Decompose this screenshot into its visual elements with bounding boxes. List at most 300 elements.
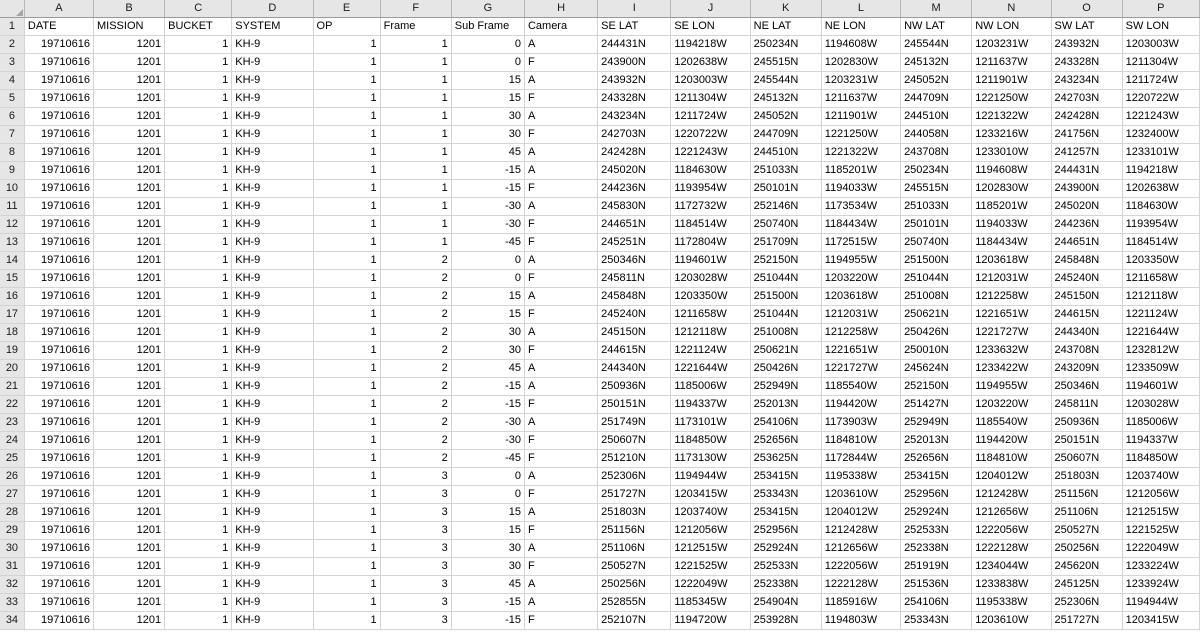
cell[interactable]: 244431N <box>1051 161 1122 179</box>
cell[interactable]: 1 <box>313 539 380 557</box>
cell[interactable]: -15 <box>451 161 524 179</box>
cell[interactable]: 1201 <box>94 305 165 323</box>
cell[interactable]: 3 <box>380 575 451 593</box>
cell[interactable]: 2 <box>380 269 451 287</box>
cell[interactable]: KH-9 <box>232 251 313 269</box>
cell[interactable]: 1 <box>165 251 232 269</box>
cell[interactable]: 245240N <box>598 305 671 323</box>
cell[interactable]: 1184850W <box>1122 449 1199 467</box>
cell[interactable]: A <box>524 197 597 215</box>
cell[interactable]: 1221644W <box>671 359 750 377</box>
cell[interactable]: F <box>524 395 597 413</box>
cell[interactable]: 244615N <box>1051 305 1122 323</box>
cell[interactable]: 1221322W <box>972 107 1051 125</box>
cell[interactable]: 1 <box>165 107 232 125</box>
cell[interactable]: KH-9 <box>232 611 313 629</box>
cell[interactable]: 1201 <box>94 449 165 467</box>
cell[interactable]: 252949N <box>750 377 821 395</box>
cell[interactable]: 1203610W <box>821 485 900 503</box>
table-row[interactable] <box>0 341 1200 359</box>
cell[interactable]: 0 <box>451 35 524 53</box>
cell[interactable]: KH-9 <box>232 359 313 377</box>
row-header-33[interactable]: 33 <box>0 593 24 611</box>
cell[interactable]: 1203618W <box>972 251 1051 269</box>
cell[interactable]: 1221727W <box>972 323 1051 341</box>
cell[interactable]: 245544N <box>750 71 821 89</box>
cell[interactable]: 1 <box>380 71 451 89</box>
cell[interactable]: 1203231W <box>821 71 900 89</box>
row-header-22[interactable]: 22 <box>0 395 24 413</box>
cell[interactable]: 3 <box>380 557 451 575</box>
cell[interactable]: 245811N <box>1051 395 1122 413</box>
header-cell[interactable]: SYSTEM <box>232 17 313 35</box>
cell[interactable]: 19710616 <box>24 341 93 359</box>
cell[interactable]: 1211304W <box>671 89 750 107</box>
column-header-h[interactable]: H <box>524 0 597 17</box>
column-header-a[interactable]: A <box>24 0 93 17</box>
column-header-j[interactable]: J <box>671 0 750 17</box>
row-header-10[interactable]: 10 <box>0 179 24 197</box>
cell[interactable]: 251156N <box>598 521 671 539</box>
cell[interactable]: 1 <box>313 107 380 125</box>
cell[interactable]: 1202830W <box>972 179 1051 197</box>
cell[interactable]: 1 <box>165 503 232 521</box>
cell[interactable]: 1222128W <box>821 575 900 593</box>
header-cell[interactable]: OP <box>313 17 380 35</box>
cell[interactable]: 1185006W <box>671 377 750 395</box>
cell[interactable]: 244340N <box>598 359 671 377</box>
cell[interactable]: 243900N <box>1051 179 1122 197</box>
cell[interactable]: 1 <box>380 233 451 251</box>
cell[interactable]: 1185006W <box>1122 413 1199 431</box>
cell[interactable]: 1212031W <box>972 269 1051 287</box>
cell[interactable]: 1 <box>313 179 380 197</box>
row-header-3[interactable]: 3 <box>0 53 24 71</box>
cell[interactable]: 242428N <box>598 143 671 161</box>
cell[interactable]: 1194720W <box>671 611 750 629</box>
cell[interactable]: 19710616 <box>24 485 93 503</box>
cell[interactable]: 1203003W <box>671 71 750 89</box>
cell[interactable]: 253343N <box>901 611 972 629</box>
cell[interactable]: 2 <box>380 431 451 449</box>
cell[interactable]: 1 <box>380 89 451 107</box>
cell[interactable]: 30 <box>451 557 524 575</box>
cell[interactable]: 241756N <box>1051 125 1122 143</box>
cell[interactable]: KH-9 <box>232 107 313 125</box>
cell[interactable]: 1 <box>165 539 232 557</box>
cell[interactable]: 1 <box>313 287 380 305</box>
cell[interactable]: 1173534W <box>821 197 900 215</box>
row-header-8[interactable]: 8 <box>0 143 24 161</box>
cell[interactable]: 1 <box>165 305 232 323</box>
cell[interactable]: 1233224W <box>1122 557 1199 575</box>
cell[interactable]: KH-9 <box>232 215 313 233</box>
cell[interactable]: 252150N <box>901 377 972 395</box>
cell[interactable]: 1 <box>313 395 380 413</box>
cell[interactable]: 1 <box>313 71 380 89</box>
cell[interactable]: 1220722W <box>671 125 750 143</box>
cell[interactable]: 2 <box>380 251 451 269</box>
cell[interactable]: 1 <box>380 197 451 215</box>
cell[interactable]: KH-9 <box>232 395 313 413</box>
cell[interactable]: 252013N <box>750 395 821 413</box>
cell[interactable]: 1 <box>313 233 380 251</box>
cell[interactable]: 1 <box>380 215 451 233</box>
cell[interactable]: 2 <box>380 395 451 413</box>
cell[interactable]: 1201 <box>94 341 165 359</box>
row-header-17[interactable]: 17 <box>0 305 24 323</box>
cell[interactable]: 251106N <box>1051 503 1122 521</box>
cell[interactable]: 1 <box>313 521 380 539</box>
cell[interactable]: 1194033W <box>972 215 1051 233</box>
cell[interactable]: 250740N <box>750 215 821 233</box>
cell[interactable]: 2 <box>380 377 451 395</box>
cell[interactable]: KH-9 <box>232 305 313 323</box>
row-header-13[interactable]: 13 <box>0 233 24 251</box>
cell[interactable]: 1 <box>165 431 232 449</box>
cell[interactable]: 1202638W <box>671 53 750 71</box>
column-header-l[interactable]: L <box>821 0 900 17</box>
table-row[interactable] <box>0 413 1200 431</box>
cell[interactable]: 1194033W <box>821 179 900 197</box>
cell[interactable]: 1201 <box>94 269 165 287</box>
cell[interactable]: 3 <box>380 539 451 557</box>
cell[interactable]: F <box>524 449 597 467</box>
cell[interactable]: 1203740W <box>1122 467 1199 485</box>
cell[interactable]: 1 <box>380 35 451 53</box>
cell[interactable]: 251919N <box>901 557 972 575</box>
cell[interactable]: 1203618W <box>821 287 900 305</box>
cell[interactable]: 15 <box>451 503 524 521</box>
header-cell[interactable]: SW LAT <box>1051 17 1122 35</box>
table-row[interactable] <box>0 125 1200 143</box>
cell[interactable]: 1 <box>313 449 380 467</box>
row-header-34[interactable]: 34 <box>0 611 24 629</box>
cell[interactable]: 252013N <box>901 431 972 449</box>
cell[interactable]: 1201 <box>94 359 165 377</box>
cell[interactable]: 1212428W <box>972 485 1051 503</box>
cell[interactable]: 1 <box>313 575 380 593</box>
cell[interactable]: 245624N <box>901 359 972 377</box>
row-header-16[interactable]: 16 <box>0 287 24 305</box>
cell[interactable]: 251033N <box>901 197 972 215</box>
cell[interactable]: 1 <box>165 53 232 71</box>
cell[interactable]: 245251N <box>598 233 671 251</box>
cell[interactable]: 3 <box>380 521 451 539</box>
cell[interactable]: 254904N <box>750 593 821 611</box>
cell[interactable]: -45 <box>451 233 524 251</box>
column-header-d[interactable]: D <box>232 0 313 17</box>
cell[interactable]: 3 <box>380 593 451 611</box>
cell[interactable]: F <box>524 125 597 143</box>
cell[interactable]: 1184810W <box>972 449 1051 467</box>
cell[interactable]: 251749N <box>598 413 671 431</box>
table-row[interactable] <box>0 611 1200 629</box>
cell[interactable]: 1212031W <box>821 305 900 323</box>
column-header-n[interactable]: N <box>972 0 1051 17</box>
cell[interactable]: 1203028W <box>1122 395 1199 413</box>
cell[interactable]: 251727N <box>598 485 671 503</box>
row-header-4[interactable]: 4 <box>0 71 24 89</box>
cell[interactable]: 1203003W <box>1122 35 1199 53</box>
cell[interactable]: 1 <box>165 35 232 53</box>
cell[interactable]: KH-9 <box>232 413 313 431</box>
cell[interactable]: 243708N <box>1051 341 1122 359</box>
cell[interactable]: 1 <box>165 287 232 305</box>
cell[interactable]: 1194608W <box>972 161 1051 179</box>
cell[interactable]: 1 <box>165 557 232 575</box>
cell[interactable]: 243234N <box>1051 71 1122 89</box>
row-header-20[interactable]: 20 <box>0 359 24 377</box>
cell[interactable]: 1201 <box>94 485 165 503</box>
cell[interactable]: -15 <box>451 593 524 611</box>
cell[interactable]: 1194803W <box>821 611 900 629</box>
column-header-p[interactable]: P <box>1122 0 1199 17</box>
row-header-27[interactable]: 27 <box>0 485 24 503</box>
cell[interactable]: 1194601W <box>1122 377 1199 395</box>
table-row[interactable] <box>0 575 1200 593</box>
cell[interactable]: 1211304W <box>1122 53 1199 71</box>
header-cell[interactable]: SE LON <box>671 17 750 35</box>
cell[interactable]: 1232400W <box>1122 125 1199 143</box>
table-row[interactable] <box>0 593 1200 611</box>
header-cell[interactable]: NE LON <box>821 17 900 35</box>
cell[interactable]: 251044N <box>750 305 821 323</box>
cell[interactable]: 1203350W <box>671 287 750 305</box>
cell[interactable]: 244651N <box>1051 233 1122 251</box>
cell[interactable]: 251727N <box>1051 611 1122 629</box>
cell[interactable]: 1203740W <box>671 503 750 521</box>
cell[interactable]: A <box>524 593 597 611</box>
cell[interactable]: KH-9 <box>232 341 313 359</box>
cell[interactable]: 1212258W <box>972 287 1051 305</box>
cell[interactable]: F <box>524 485 597 503</box>
cell[interactable]: 251106N <box>598 539 671 557</box>
cell[interactable]: 251156N <box>1051 485 1122 503</box>
cell[interactable]: 19710616 <box>24 161 93 179</box>
cell[interactable]: 1233632W <box>972 341 1051 359</box>
cell[interactable]: KH-9 <box>232 89 313 107</box>
cell[interactable]: 3 <box>380 485 451 503</box>
cell[interactable]: 1203220W <box>972 395 1051 413</box>
cell[interactable]: 1194944W <box>1122 593 1199 611</box>
cell[interactable]: 1222056W <box>821 557 900 575</box>
header-cell[interactable]: MISSION <box>94 17 165 35</box>
cell[interactable]: 1173101W <box>671 413 750 431</box>
table-row[interactable] <box>0 53 1200 71</box>
cell[interactable]: 250936N <box>598 377 671 395</box>
cell[interactable]: A <box>524 413 597 431</box>
cell[interactable]: -15 <box>451 377 524 395</box>
cell[interactable]: 1 <box>313 341 380 359</box>
cell[interactable]: 2 <box>380 341 451 359</box>
cell[interactable]: KH-9 <box>232 161 313 179</box>
cell[interactable]: 1211724W <box>671 107 750 125</box>
cell[interactable]: 1 <box>380 143 451 161</box>
cell[interactable]: 250527N <box>1051 521 1122 539</box>
row-header-19[interactable]: 19 <box>0 341 24 359</box>
cell[interactable]: 1195338W <box>972 593 1051 611</box>
cell[interactable]: 250426N <box>750 359 821 377</box>
cell[interactable]: F <box>524 215 597 233</box>
cell[interactable]: 1194420W <box>821 395 900 413</box>
row-header-6[interactable]: 6 <box>0 107 24 125</box>
header-cell[interactable]: Sub Frame <box>451 17 524 35</box>
cell[interactable]: 242703N <box>1051 89 1122 107</box>
table-row[interactable] <box>0 485 1200 503</box>
cell[interactable]: KH-9 <box>232 197 313 215</box>
header-cell[interactable]: NE LAT <box>750 17 821 35</box>
cell[interactable]: 3 <box>380 467 451 485</box>
cell[interactable]: 2 <box>380 413 451 431</box>
cell[interactable]: 1221124W <box>671 341 750 359</box>
cell[interactable]: A <box>524 143 597 161</box>
cell[interactable]: 252338N <box>901 539 972 557</box>
cell[interactable]: 1 <box>313 611 380 629</box>
cell[interactable]: -30 <box>451 431 524 449</box>
cell[interactable]: 1 <box>165 233 232 251</box>
cell[interactable]: 1201 <box>94 323 165 341</box>
cell[interactable]: 1185201W <box>821 161 900 179</box>
cell[interactable]: F <box>524 611 597 629</box>
cell[interactable]: 1201 <box>94 539 165 557</box>
cell[interactable]: 1 <box>165 179 232 197</box>
cell[interactable]: 15 <box>451 521 524 539</box>
cell[interactable]: A <box>524 503 597 521</box>
cell[interactable]: 19710616 <box>24 197 93 215</box>
cell[interactable]: 1204012W <box>972 467 1051 485</box>
cell[interactable]: F <box>524 89 597 107</box>
cell[interactable]: -30 <box>451 413 524 431</box>
cell[interactable]: KH-9 <box>232 377 313 395</box>
cell[interactable]: 30 <box>451 323 524 341</box>
cell[interactable]: 245544N <box>901 35 972 53</box>
cell[interactable]: 1 <box>313 215 380 233</box>
cell[interactable]: KH-9 <box>232 143 313 161</box>
row-header-21[interactable]: 21 <box>0 377 24 395</box>
cell[interactable]: 1211637W <box>972 53 1051 71</box>
cell[interactable]: 1201 <box>94 71 165 89</box>
cell[interactable]: 1201 <box>94 215 165 233</box>
cell[interactable]: 1201 <box>94 521 165 539</box>
cell[interactable]: 252855N <box>598 593 671 611</box>
cell[interactable]: 244431N <box>598 35 671 53</box>
cell[interactable]: 1 <box>165 269 232 287</box>
cell[interactable]: 251500N <box>750 287 821 305</box>
cell[interactable]: 0 <box>451 53 524 71</box>
cell[interactable]: 1184434W <box>972 233 1051 251</box>
cell[interactable]: 253343N <box>750 485 821 503</box>
cell[interactable]: 245132N <box>750 89 821 107</box>
table-row[interactable] <box>0 467 1200 485</box>
column-header-f[interactable]: F <box>380 0 451 17</box>
table-row[interactable] <box>0 377 1200 395</box>
cell[interactable]: 1193954W <box>671 179 750 197</box>
cell[interactable]: 1185540W <box>821 377 900 395</box>
cell[interactable]: 15 <box>451 305 524 323</box>
row-header-14[interactable]: 14 <box>0 251 24 269</box>
cell[interactable]: 1194955W <box>972 377 1051 395</box>
cell[interactable]: 250101N <box>901 215 972 233</box>
cell[interactable]: 1 <box>313 143 380 161</box>
cell[interactable]: 1201 <box>94 89 165 107</box>
cell[interactable]: 1185916W <box>821 593 900 611</box>
table-row[interactable] <box>0 503 1200 521</box>
column-header-o[interactable]: O <box>1051 0 1122 17</box>
cell[interactable]: 19710616 <box>24 53 93 71</box>
cell[interactable]: 1 <box>165 197 232 215</box>
cell[interactable]: KH-9 <box>232 485 313 503</box>
cell[interactable]: 1212118W <box>1122 287 1199 305</box>
cell[interactable]: 251803N <box>1051 467 1122 485</box>
cell[interactable]: 244058N <box>901 125 972 143</box>
cell[interactable]: 1203415W <box>671 485 750 503</box>
cell[interactable]: 250936N <box>1051 413 1122 431</box>
cell[interactable]: 3 <box>380 611 451 629</box>
table-row[interactable] <box>0 395 1200 413</box>
cell[interactable]: 250527N <box>598 557 671 575</box>
row-header-11[interactable]: 11 <box>0 197 24 215</box>
cell[interactable]: 1221243W <box>671 143 750 161</box>
cell[interactable]: 1 <box>313 413 380 431</box>
cell[interactable]: KH-9 <box>232 539 313 557</box>
cell[interactable]: 1 <box>313 161 380 179</box>
cell[interactable]: 30 <box>451 107 524 125</box>
cell[interactable]: 1 <box>165 161 232 179</box>
cell[interactable]: 19710616 <box>24 359 93 377</box>
cell[interactable]: 1220722W <box>1122 89 1199 107</box>
table-row[interactable] <box>0 215 1200 233</box>
cell[interactable]: 251500N <box>901 251 972 269</box>
row-header-15[interactable]: 15 <box>0 269 24 287</box>
cell[interactable]: 1172515W <box>821 233 900 251</box>
cell[interactable]: 1201 <box>94 593 165 611</box>
table-row[interactable] <box>0 143 1200 161</box>
table-row[interactable] <box>0 179 1200 197</box>
cell[interactable]: 19710616 <box>24 539 93 557</box>
cell[interactable]: 250234N <box>750 35 821 53</box>
cell[interactable]: KH-9 <box>232 467 313 485</box>
cell[interactable]: 1173903W <box>821 413 900 431</box>
cell[interactable]: 30 <box>451 125 524 143</box>
cell[interactable]: 19710616 <box>24 449 93 467</box>
cell[interactable]: A <box>524 539 597 557</box>
table-row[interactable] <box>0 539 1200 557</box>
cell[interactable]: 1194337W <box>671 395 750 413</box>
cell[interactable]: 1211658W <box>671 305 750 323</box>
table-row[interactable] <box>0 287 1200 305</box>
cell[interactable]: 1 <box>313 377 380 395</box>
cell[interactable]: 250607N <box>1051 449 1122 467</box>
row-header-2[interactable]: 2 <box>0 35 24 53</box>
cell[interactable]: KH-9 <box>232 287 313 305</box>
cell[interactable]: 1233216W <box>972 125 1051 143</box>
cell[interactable]: 45 <box>451 575 524 593</box>
cell[interactable]: 250151N <box>598 395 671 413</box>
cell[interactable]: 1221250W <box>821 125 900 143</box>
cell[interactable]: A <box>524 575 597 593</box>
cell[interactable]: 1201 <box>94 377 165 395</box>
cell[interactable]: 1184630W <box>1122 197 1199 215</box>
cell[interactable]: 1211901W <box>821 107 900 125</box>
cell[interactable]: 252924N <box>901 503 972 521</box>
cell[interactable]: 252656N <box>750 431 821 449</box>
column-header-c[interactable]: C <box>165 0 232 17</box>
cell[interactable]: 1 <box>313 89 380 107</box>
cell[interactable]: 250256N <box>598 575 671 593</box>
cell[interactable]: 15 <box>451 71 524 89</box>
cell[interactable]: 251803N <box>598 503 671 521</box>
